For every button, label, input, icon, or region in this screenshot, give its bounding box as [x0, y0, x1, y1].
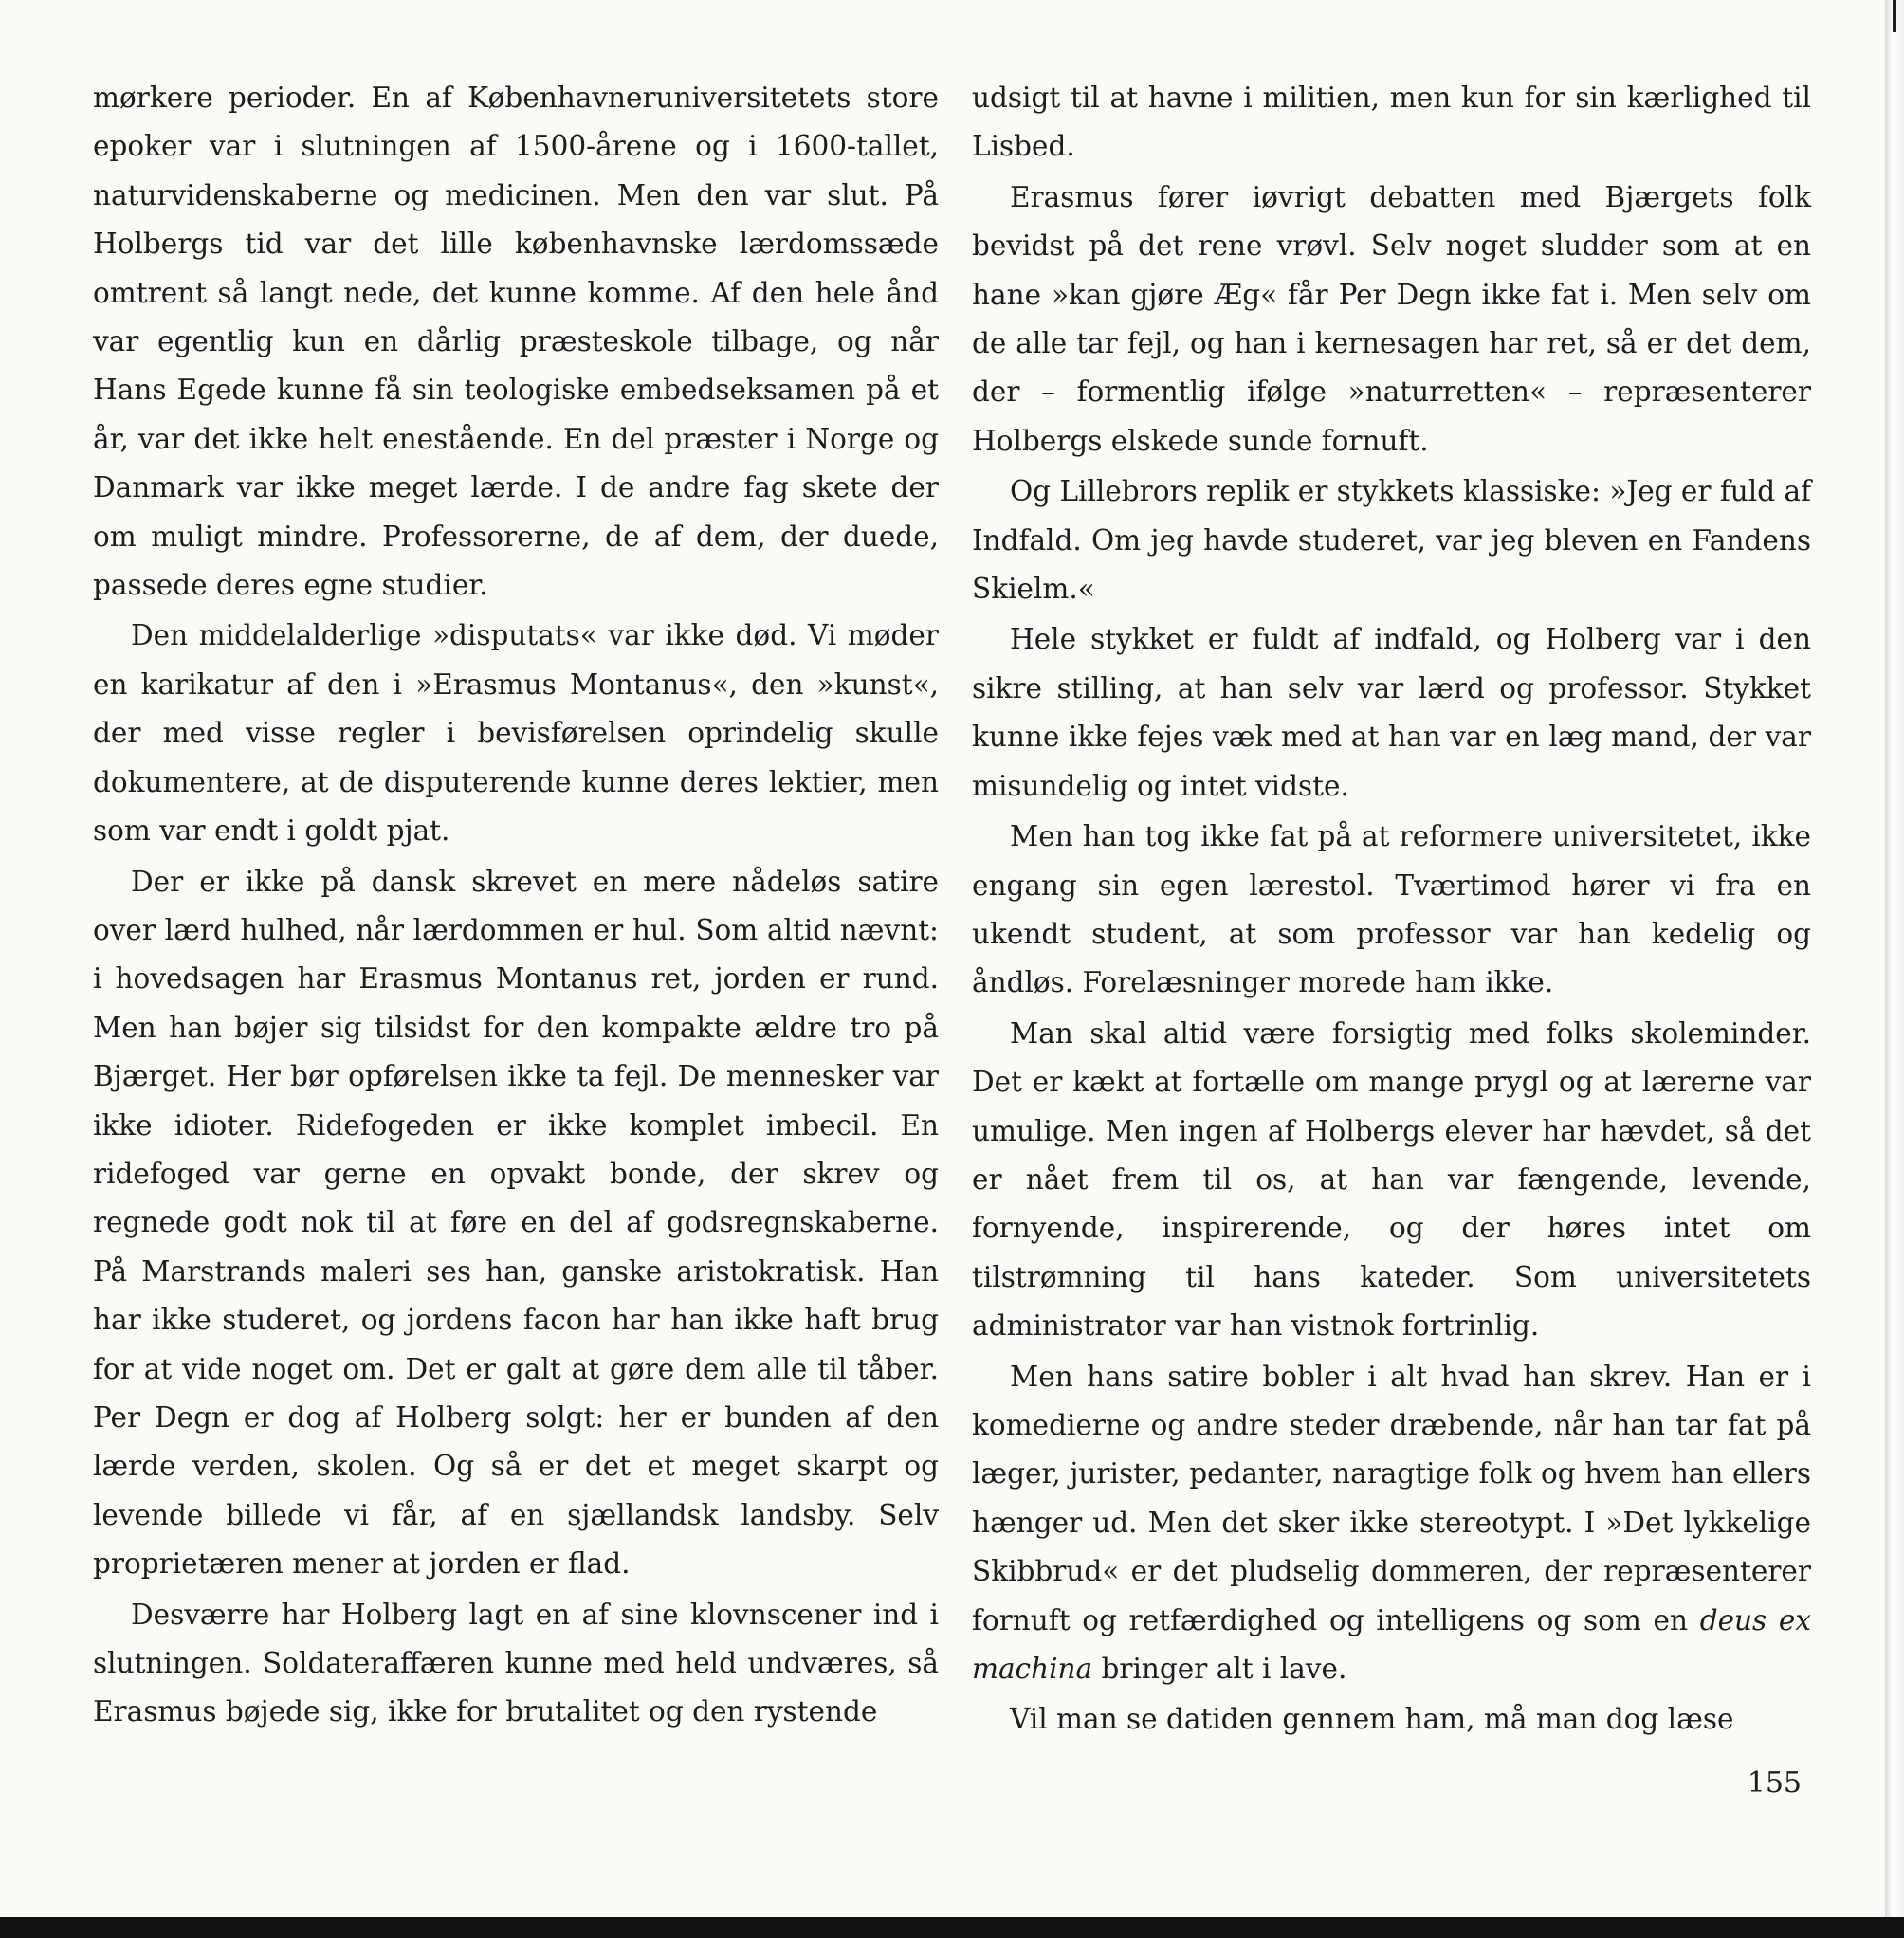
text-run: bringer alt i lave.	[1092, 1653, 1347, 1685]
paragraph: Vil man se datiden gennem ham, må man dog læse	[1010, 1703, 1734, 1736]
scan-border	[0, 1917, 1904, 1938]
paragraph: Hele stykket er fuldt af indfald, og Holberg var i den sikre stilling, at han selv var lærd og professor. Stykket kunne ikke fejes væk med at han var en læg mand, der var misundelig og intet vidste.	[972, 623, 1811, 802]
paragraph: Der er ikke på dansk skrevet en mere nådeløs satire over lærd hulhed, når lærdommen er hul. Som altid nævnt: i hovedsagen har Erasmus Montanus ret, jorden er rund. Men han bøjer sig tilsidst for den kompakte ældre tro på Bjærget. Her bør opførelsen ikke ta fejl. De mennesker var ikke idioter. Ridefogeden er ikke komplet imbecil. En ridefoged var gerne en opvakt bonde, der skrev og regnede godt nok til at føre en del af godsregnskaberne. På Marstrands maleri ses han, ganske aristokratisk. Han har ikke studeret, og jordens facon har han ikke haft brug for at vide noget om. Det er galt at gøre dem alle til tåber. Per Degn er dog af Holberg solgt: her er bunden af den lærde verden, skolen. Og så er det et meget skarpt og levende billede vi får, af en sjællandsk landsby. Selv proprietæren mener at jorden er flad.	[93, 865, 939, 1581]
text-run: Men hans satire bobler i alt hvad han skrev. Han er i komedierne og andre steder dræbende, når han tar fat på læger, jurister, pedanter, naragtige folk og hvem han ellers hænger ud. Men det sker ikke stereotypt. I »Det lykkelige Skibbrud« er det pludselig dommeren, der repræsenterer fornuft og retfærdighed og intelligens og som en	[972, 1360, 1811, 1636]
italic-phrase: deus ex machina	[972, 1603, 1812, 1685]
paragraph: Desværre har Holberg lagt en af sine klovnscener ind i slutningen. Soldateraffæren kunne med held undværes, så Erasmus bøjede sig, ikke for brutalitet og den rystende	[93, 1598, 939, 1728]
paragraph: mørkere perioder. En af Københavneruniversitetets store epoker var i slutningen af 1500-årene og i 1600-tallet, naturvidenskaberne og medicinen. Men den var slut. På Holbergs tid var det lille københavnske lærdomssæde omtrent så langt nede, det kunne komme. Af den hele ånd var egentlig kun en dårlig præsteskole tilbage, og når Hans Egede kunne få sin teologiske embedseksamen på et år, var det ikke helt enestående. En del præster i Norge og Danmark var ikke meget lærde. I de andre fag skete der om muligt mindre. Professorerne, de af dem, der duede, passede deres egne studier.	[93, 82, 939, 602]
paragraph: Den middelalderlige »disputats« var ikke død. Vi møder en karikatur af den i »Erasmus Montanus«, den »kunst«, der med visse regler i bevisførelsen oprindelig skulle dokumentere, at de disputerende kunne deres lektier, men som var endt i goldt pjat.	[93, 619, 939, 848]
right-text-column	[972, 74, 1811, 1745]
paragraph: Erasmus fører iøvrigt debatten med Bjærgets folk bevidst på det rene vrøvl. Selv noget sludder som at en hane »kan gjøre Æg« får Per Degn ikke fat i. Men selv om de alle tar fejl, og han i kernesagen har ret, så er det dem, der – formentlig ifølge »naturretten« – repræsenterer Holbergs elskede sunde fornuft.	[972, 180, 1811, 457]
paragraph: Og Lillebrors replik er stykkets klassiske: »Jeg er fuld af Indfald. Om jeg havde studeret, var jeg bleven en Fandens Skielm.«	[972, 475, 1811, 606]
paragraph-with-italic	[972, 1353, 1811, 1694]
paragraph: Man skal altid være forsigtig med folks skoleminder. Det er kækt at fortælle om mange prygl og at lærerne var umulige. Men ingen af Holbergs elever har hævdet, så det er nået frem til os, at han var fængende, levende, fornyende, inspirerende, og der høres intet om tilstrømning til hans kateder. Som universitetets administrator var han vistnok fortrinlig.	[972, 1016, 1811, 1343]
paragraph: udsigt til at havne i militien, men kun for sin kærlighed til Lisbed.	[972, 82, 1811, 163]
page-edge-mark	[1893, 0, 1896, 32]
left-text-column	[93, 74, 939, 1737]
page-number: 155	[1747, 1766, 1802, 1800]
paragraph: Men han tog ikke fat på at reformere universitetet, ikke engang sin egen lærestol. Tværtimod hører vi fra en ukendt student, at som professor var han kedelig og åndløs. Forelæsninger morede ham ikke.	[972, 820, 1811, 999]
page-edge	[1885, 0, 1904, 1938]
